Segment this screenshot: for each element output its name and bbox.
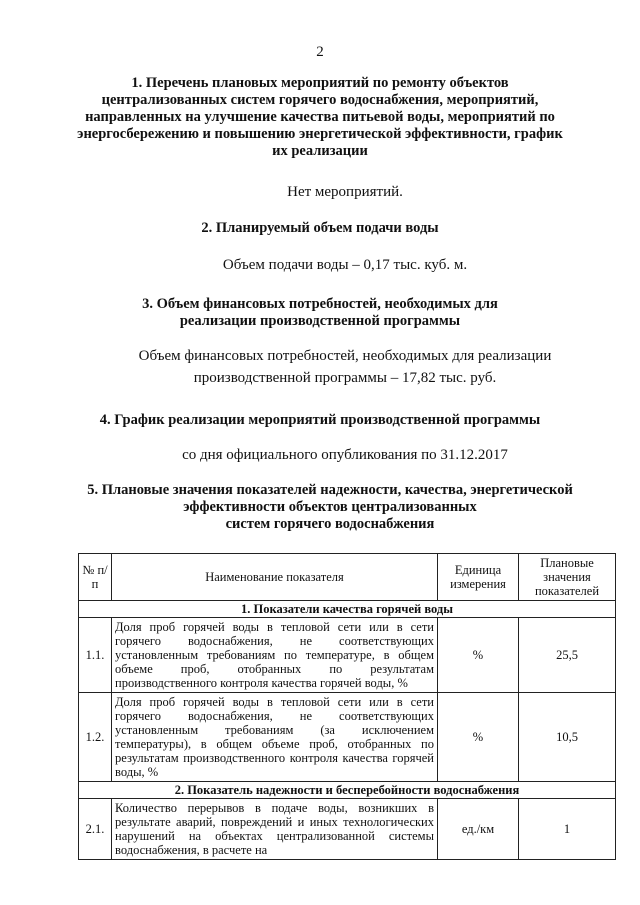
section3-text: [60, 345, 630, 389]
row-unit: %: [438, 618, 519, 693]
section4-heading: 4. График реализации мероприятий производственной программы: [99, 412, 541, 428]
section2-heading: 2. Планируемый объем подачи воды: [201, 220, 439, 236]
row-value: 25,5: [519, 618, 616, 693]
section3-heading: [60, 296, 580, 330]
section5-heading: [20, 482, 640, 533]
table-row: [79, 618, 616, 693]
section2-text: Объем подачи воды – 0,17 тыс. куб. м.: [222, 257, 468, 273]
section3-heading-line: реализации производственной программы: [179, 313, 461, 329]
table-row: [79, 799, 616, 860]
group1-title: 1. Показатели качества горячей воды: [79, 601, 616, 618]
section1-text: Нет мероприятий.: [287, 184, 403, 200]
table-group-row: [79, 782, 616, 799]
row-name: Количество перерывов в подаче воды, возникших в результате аварий, повреждений и иных технологических нарушений на объектах централизованной системы водоснабжения, в расчете на: [112, 799, 438, 860]
section1-heading-line: 1. Перечень плановых мероприятий по ремонту объектов: [131, 75, 509, 91]
row-unit: %: [438, 693, 519, 782]
section5-heading-line: систем горячего водоснабжения: [225, 516, 435, 532]
table-row: [79, 693, 616, 782]
section1-heading-line: энергосбережению и повышению энергетической эффективности, график: [77, 126, 563, 142]
section1-heading-line: централизованных систем горячего водоснабжения, мероприятий,: [101, 92, 539, 108]
section3-heading-line: 3. Объем финансовых потребностей, необходимых для: [142, 296, 498, 312]
indicators-table: [78, 553, 616, 860]
section3-text-line: Объем финансовых потребностей, необходимых для реализации: [138, 348, 552, 364]
row-unit: ед./км: [438, 799, 519, 860]
header-value: Плановые значения показателей: [519, 554, 616, 601]
section5-heading-line: эффективности объектов централизованных: [183, 499, 477, 515]
table-header-row: [79, 554, 616, 601]
row-num: 2.1.: [79, 799, 112, 860]
header-name: Наименование показателя: [112, 554, 438, 601]
row-num: 1.2.: [79, 693, 112, 782]
header-unit: Единица измерения: [438, 554, 519, 601]
table-group-row: [79, 601, 616, 618]
row-num: 1.1.: [79, 618, 112, 693]
row-value: 10,5: [519, 693, 616, 782]
section4-text: со дня официального опубликования по 31.12.2017: [182, 447, 508, 463]
section1-heading: [60, 75, 580, 160]
group2-title: 2. Показатель надежности и бесперебойности водоснабжения: [79, 782, 616, 799]
section5-heading-line: 5. Плановые значения показателей надежности, качества, энергетической: [87, 482, 573, 498]
section3-text-line: производственной программы – 17,82 тыс. руб.: [193, 370, 497, 386]
section1-heading-line: их реализации: [272, 143, 368, 159]
row-name: Доля проб горячей воды в тепловой сети или в сети горячего водоснабжения, не соответствующих установленным требованиям (за исключением температуры), в общем объеме проб, отобранных по результатам производственного контроля качества горячей воды, %: [112, 693, 438, 782]
page-number: 2: [316, 44, 324, 60]
header-num: № п/п: [79, 554, 112, 601]
row-value: 1: [519, 799, 616, 860]
row-name: Доля проб горячей воды в тепловой сети или в сети горячего водоснабжения, не соответствующих установленным требованиям по температуре, в общем объеме проб, отобранных по результатам производственного контроля качества горячей воды, %: [112, 618, 438, 693]
section1-heading-line: направленных на улучшение качества питьевой воды, мероприятий по: [85, 109, 555, 125]
